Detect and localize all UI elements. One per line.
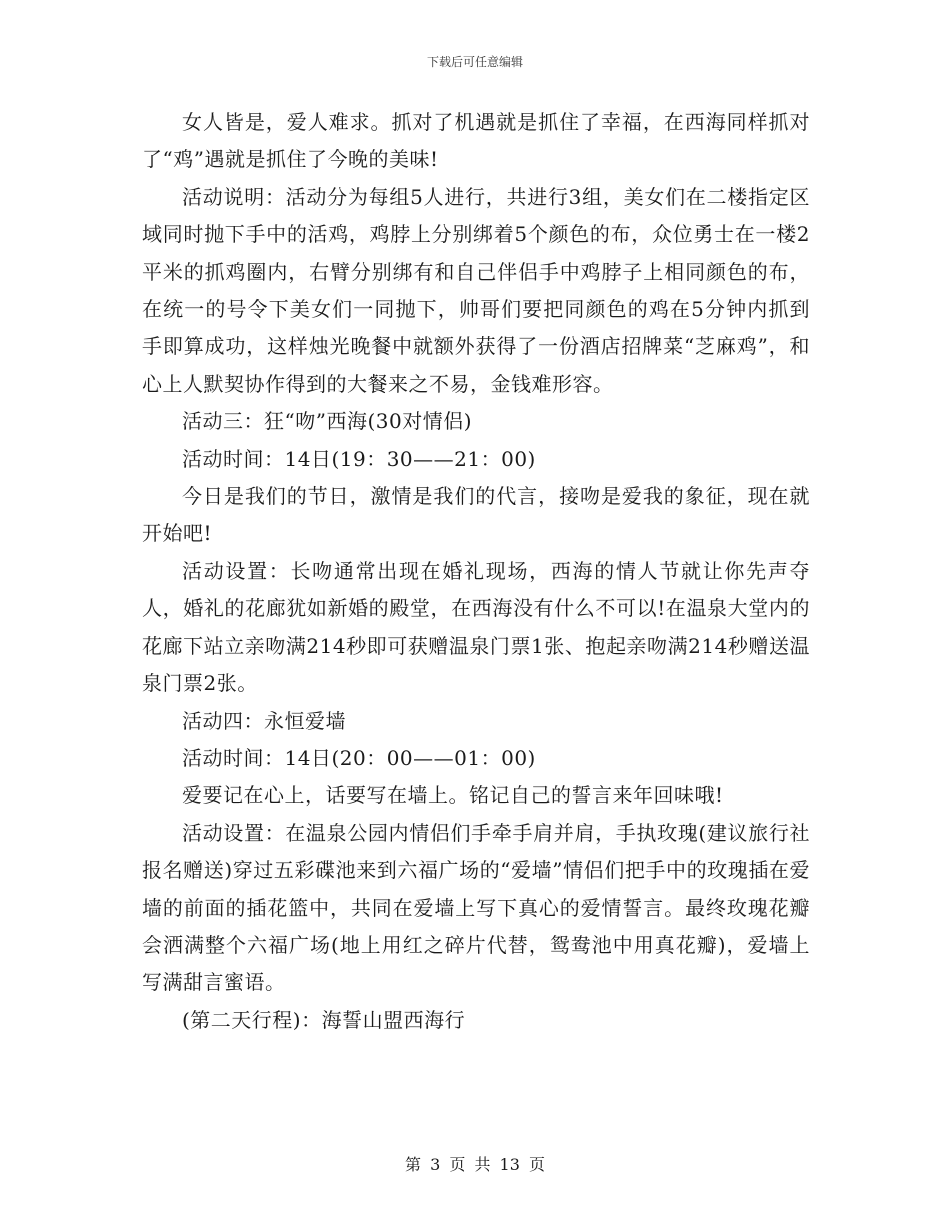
paragraph-activity-description: 活动说明：活动分为每组5人进行，共进行3组，美女们在二楼指定区域同时抛下手中的活鸡，鸡脖上分别绑着5个颜色的布，众位勇士在一楼2平米的抓鸡圈内，右臂分别绑有和自己伴侣手中鸡脖子上相同颜色的布，在统一的号令下美女们一同抛下，帅哥们要把同颜色的鸡在5分钟内抓到手即算成功，这样烛光晚餐中就额外获得了一份酒店招牌菜“芝麻鸡”，和心上人默契协作得到的大餐来之不易，金钱难形容。	[142, 184, 810, 396]
paragraph-kiss-intro: 今日是我们的节日，激情是我们的代言，接吻是爱我的象征，现在就开始吧!	[142, 484, 810, 546]
paragraph-love-wall-setup: 活动设置：在温泉公园内情侣们手牵手肩并肩，手执玫瑰(建议旅行社报名赠送)穿过五彩碟池来到六福广场的“爱墙”情侣们把手中的玫瑰插在爱墙的前面的插花篮中，共同在爱墙上写下真心的爱情誓言。最终玫瑰花瓣会洒满整个六福广场(地上用红之碎片代替，鸳鸯池中用真花瓣)，爱墙上写满甜言蜜语。	[142, 820, 810, 995]
paragraph-love-wall-intro: 爱要记在心上，话要写在墙上。铭记自己的誓言来年回味哦!	[182, 783, 724, 808]
paragraph-intro: 女人皆是，爱人难求。抓对了机遇就是抓住了幸福，在西海同样抓对了“鸡”遇就是抓住了今晚的美味!	[142, 110, 810, 172]
heading-activity-three: 活动三：狂“吻”西海(30对情侣)	[182, 409, 473, 434]
page-number: 第 3 页 共 13 页	[405, 1155, 545, 1174]
heading-day-two: (第二天行程)：海誓山盟西海行	[182, 1007, 466, 1032]
paragraph-kiss-setup: 活动设置：长吻通常出现在婚礼现场，西海的情人节就让你先声夺人，婚礼的花廊犹如新婚的殿堂，在西海没有什么不可以!在温泉大堂内的花廊下站立亲吻满214秒即可获赠温泉门票1张、抱起亲吻满214秒赠送温泉门票2张。	[142, 558, 810, 696]
document-body	[142, 104, 810, 1039]
page-header: 下载后可任意编辑	[426, 55, 523, 69]
heading-activity-four: 活动四：永恒爱墙	[182, 708, 346, 733]
activity-four-time: 活动时间：14日(20：00——01：00)	[182, 745, 536, 770]
activity-three-time: 活动时间：14日(19：30——21：00)	[182, 446, 536, 471]
